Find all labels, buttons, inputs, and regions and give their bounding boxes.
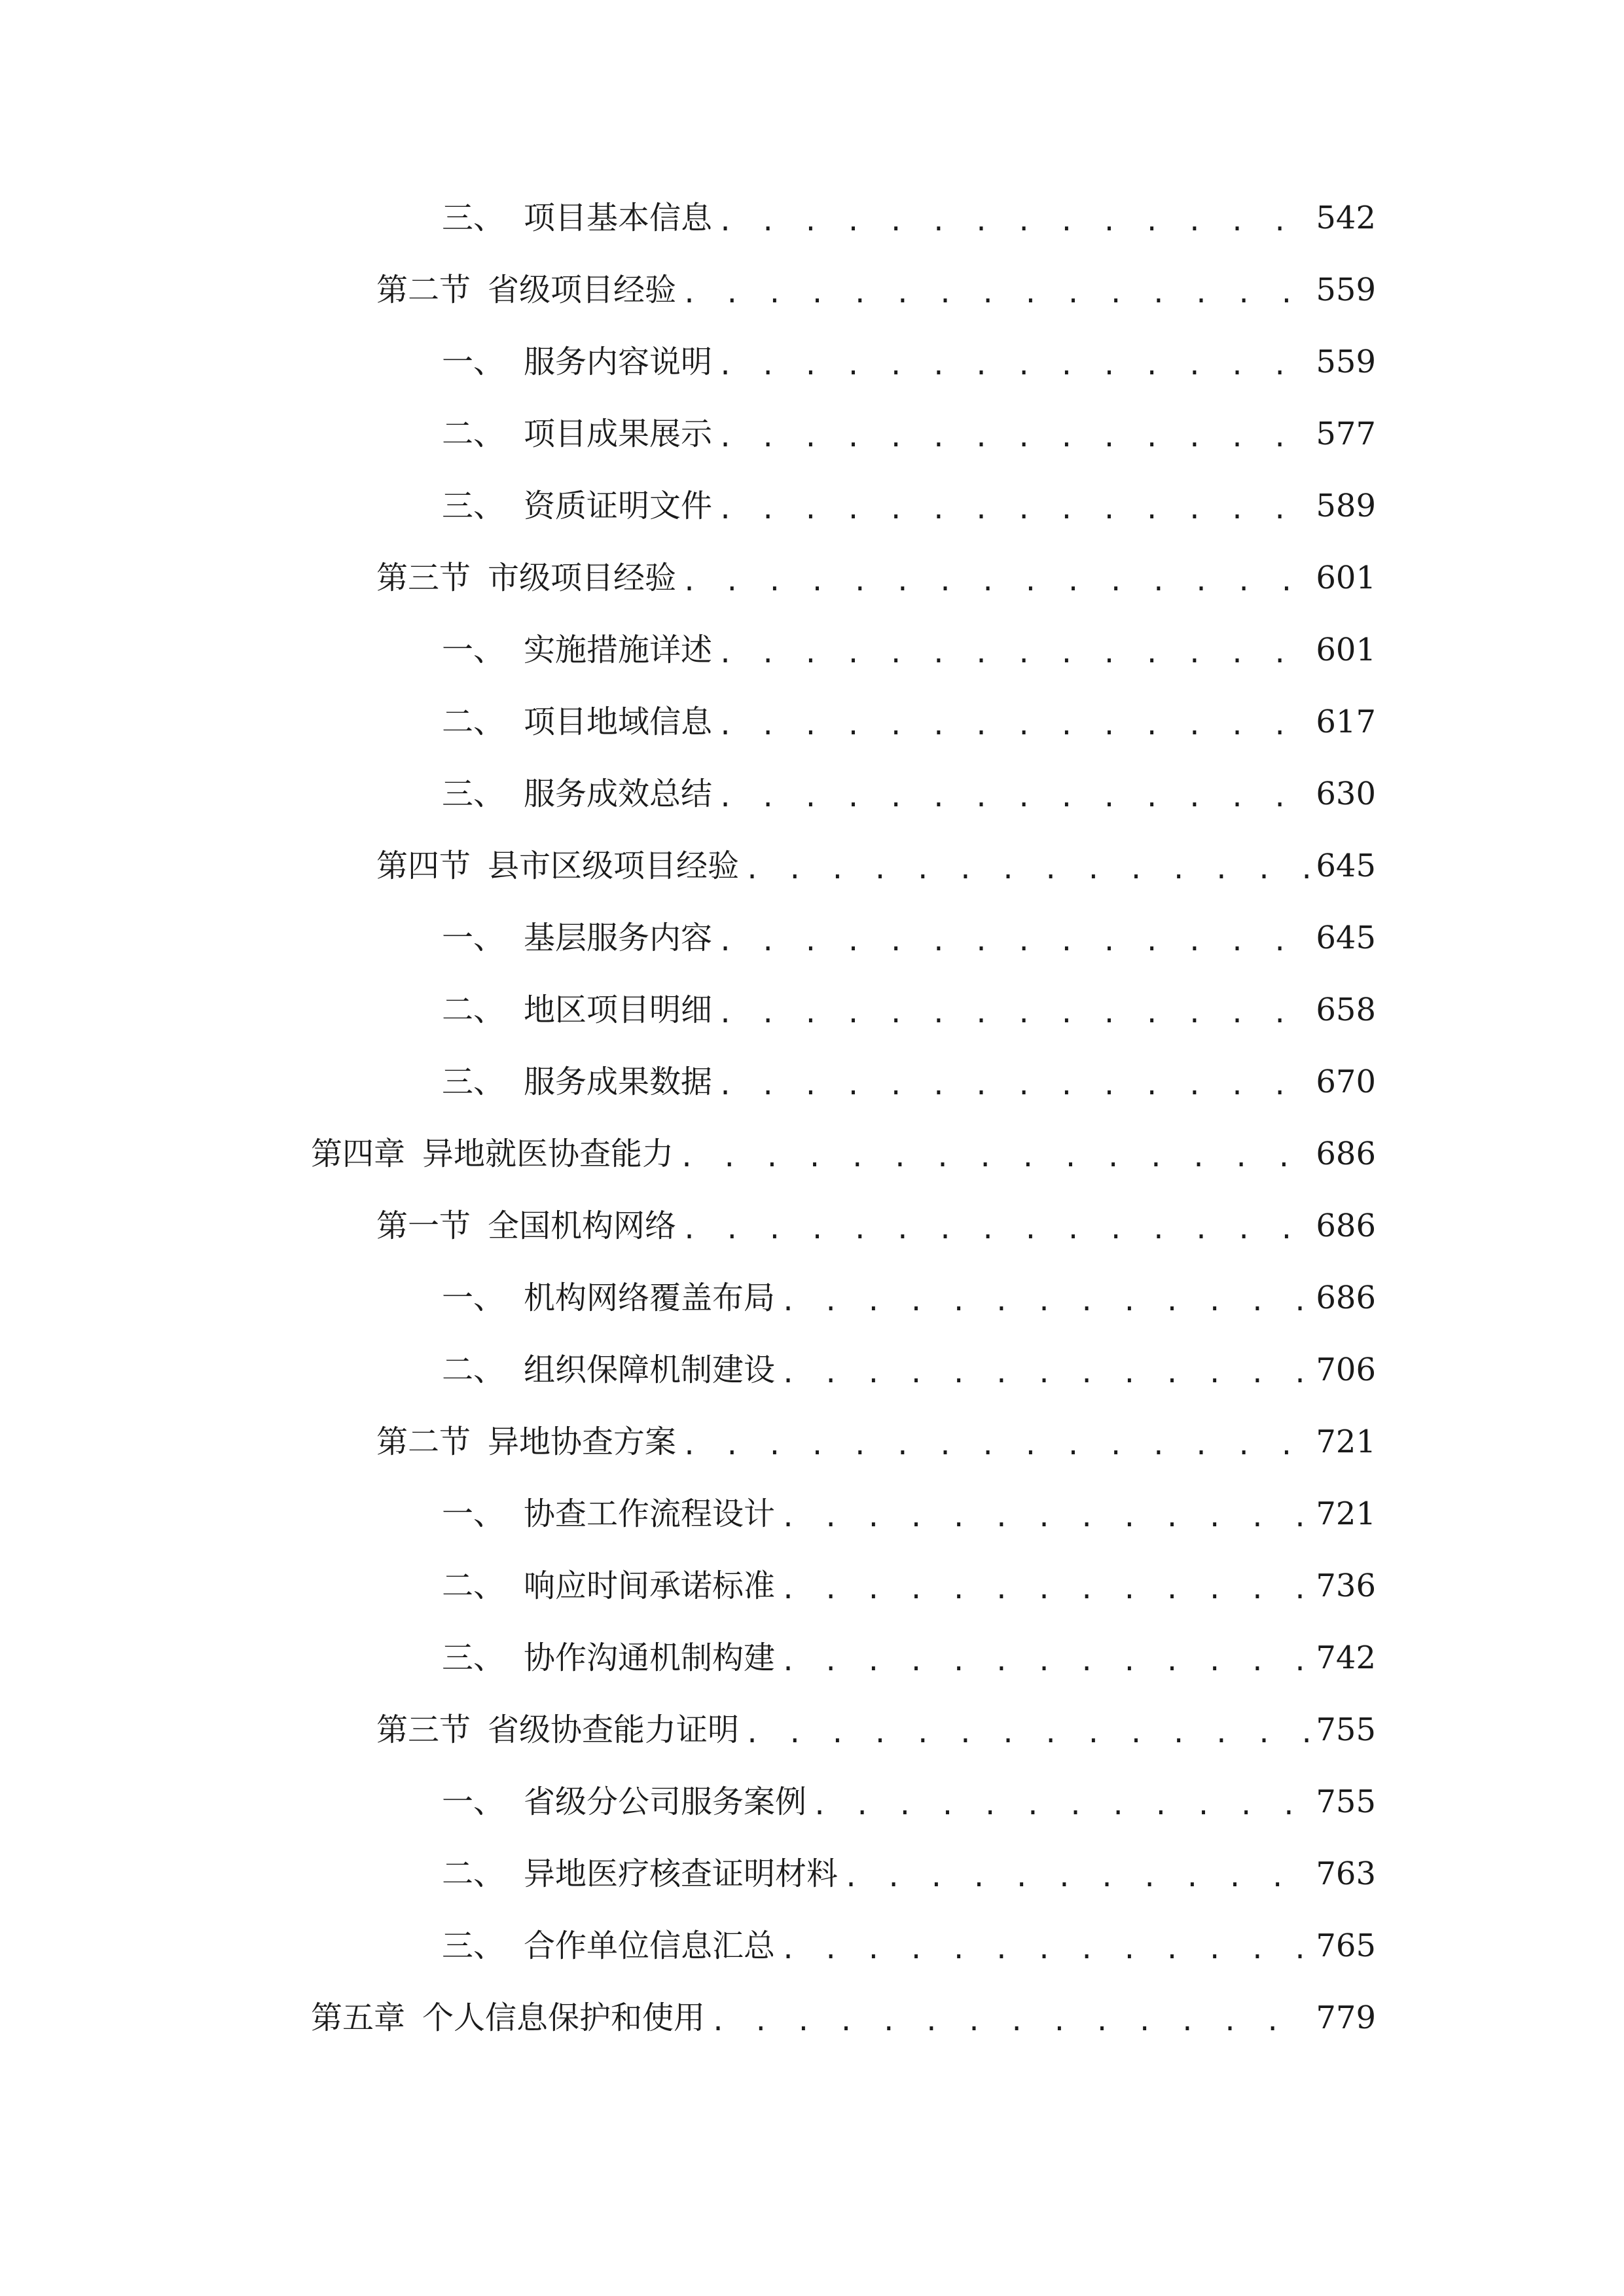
toc-entry-title: 实施措施详述 (524, 632, 713, 668)
toc-entry-title: 组织保障机制建设 (524, 1352, 776, 1388)
toc-entry-number: 二、 (442, 1856, 505, 1892)
toc-entry-title: 省级协查能力证明 (488, 1712, 740, 1748)
toc-entry-page: 589 (1316, 488, 1376, 524)
toc-dot-leader (681, 569, 1309, 595)
toc-entry-title: 个人信息保护和使用 (422, 2000, 706, 2036)
toc-entry-number: 一、 (442, 1784, 505, 1820)
toc-entry-title: 省级项目经验 (488, 272, 677, 308)
toc-entry-page: 755 (1316, 1784, 1376, 1820)
toc-dot-leader (744, 857, 1309, 883)
toc-entry-page: 577 (1316, 416, 1376, 452)
toc-entry-title: 机构网络覆盖布局 (524, 1280, 776, 1316)
toc-entry[interactable] (311, 1118, 1376, 1190)
toc-entry-number: 三、 (442, 488, 505, 524)
toc-entry-number: 第三节 (376, 560, 471, 596)
toc-entry-page: 645 (1316, 920, 1376, 956)
toc-dot-leader (780, 1505, 1309, 1531)
toc-entry-title: 项目地域信息 (524, 704, 713, 740)
toc-entry-number: 二、 (442, 992, 505, 1028)
toc-dot-leader (717, 353, 1309, 379)
toc-entry-page: 721 (1316, 1496, 1376, 1532)
toc-entry-title: 协查工作流程设计 (524, 1496, 776, 1532)
toc-dot-leader (717, 929, 1309, 955)
toc-dot-leader (717, 209, 1309, 235)
toc-dot-leader (780, 1649, 1309, 1675)
toc-entry[interactable] (442, 1550, 1376, 1622)
toc-entry-page: 721 (1316, 1424, 1376, 1460)
toc-entry[interactable] (442, 1046, 1376, 1118)
toc-entry[interactable] (442, 974, 1376, 1046)
toc-entry-page: 686 (1316, 1136, 1376, 1172)
toc-entry[interactable] (442, 398, 1376, 470)
toc-entry-number: 一、 (442, 1280, 505, 1316)
toc-entry-page: 658 (1316, 992, 1376, 1028)
toc-entry-title: 异地协查方案 (488, 1424, 677, 1460)
toc-entry-page: 630 (1316, 776, 1376, 812)
toc-entry-title: 异地医疗核查证明材料 (524, 1856, 839, 1892)
toc-entry-number: 三、 (442, 200, 505, 236)
toc-dot-leader (780, 1577, 1309, 1603)
toc-entry[interactable] (376, 830, 1376, 902)
toc-dot-leader (780, 1937, 1309, 1963)
toc-entry-number: 一、 (442, 344, 505, 380)
toc-entry-number: 三、 (442, 1928, 505, 1964)
toc-dot-leader (717, 641, 1309, 667)
toc-dot-leader (717, 713, 1309, 739)
toc-dot-leader (681, 1433, 1309, 1459)
toc-entry-number: 第三节 (376, 1712, 471, 1748)
toc-dot-leader (681, 281, 1309, 307)
toc-entry-number: 三、 (442, 1640, 505, 1676)
toc-dot-leader (780, 1361, 1309, 1387)
toc-entry-title: 响应时间承诺标准 (524, 1568, 776, 1604)
toc-entry[interactable] (376, 1190, 1376, 1262)
toc-entry-number: 第四章 (311, 1136, 406, 1172)
toc-entry-number: 第四节 (376, 848, 471, 884)
toc-entry[interactable] (442, 470, 1376, 542)
toc-dot-leader (681, 1217, 1309, 1243)
toc-entry-number: 一、 (442, 632, 505, 668)
toc-entry-title: 资质证明文件 (524, 488, 713, 524)
toc-entry-page: 736 (1316, 1568, 1376, 1604)
toc-entry-page: 601 (1316, 632, 1376, 668)
toc-entry-number: 第一节 (376, 1208, 471, 1244)
toc-entry[interactable] (442, 1334, 1376, 1406)
toc-entry[interactable] (442, 182, 1376, 254)
toc-entry-number: 三、 (442, 776, 505, 812)
toc-entry-number: 二、 (442, 704, 505, 740)
toc-dot-leader (710, 2009, 1309, 2035)
toc-entry-number: 第二节 (376, 1424, 471, 1460)
toc-entry[interactable] (442, 326, 1376, 398)
toc-entry-title: 市级项目经验 (488, 560, 677, 596)
toc-entry-title: 服务成效总结 (524, 776, 713, 812)
toc-entry-page: 706 (1316, 1352, 1376, 1388)
toc-entry-page: 559 (1316, 272, 1376, 308)
toc-entry[interactable] (442, 1622, 1376, 1694)
toc-entry[interactable] (376, 254, 1376, 326)
toc-entry[interactable] (442, 686, 1376, 758)
toc-entry-title: 服务内容说明 (524, 344, 713, 380)
toc-entry-page: 755 (1316, 1712, 1376, 1748)
toc-entry-number: 二、 (442, 1352, 505, 1388)
toc-entry-title: 基层服务内容 (524, 920, 713, 956)
toc-entry[interactable] (442, 1766, 1376, 1838)
toc-dot-leader (679, 1145, 1309, 1171)
toc-entry-page: 742 (1316, 1640, 1376, 1676)
toc-entry-number: 第五章 (311, 2000, 406, 2036)
toc-entry-number: 一、 (442, 920, 505, 956)
toc-dot-leader (717, 497, 1309, 523)
toc-entry-title: 异地就医协查能力 (422, 1136, 674, 1172)
toc-dot-leader (717, 1073, 1309, 1099)
toc-entry-page: 601 (1316, 560, 1376, 596)
toc-entry-page: 542 (1316, 200, 1376, 236)
toc-entry-title: 地区项目明细 (524, 992, 713, 1028)
toc-entry-title: 合作单位信息汇总 (524, 1928, 776, 1964)
toc-dot-leader (717, 425, 1309, 451)
toc-dot-leader (717, 785, 1309, 811)
toc-entry-page: 670 (1316, 1064, 1376, 1100)
toc-dot-leader (812, 1793, 1309, 1819)
toc-entry-number: 一、 (442, 1496, 505, 1532)
toc-entry-page: 763 (1316, 1856, 1376, 1892)
toc-entry-number: 第二节 (376, 272, 471, 308)
toc-entry[interactable] (442, 614, 1376, 686)
toc-dot-leader (780, 1289, 1309, 1315)
toc-entry[interactable] (376, 1406, 1376, 1478)
toc-entry[interactable] (311, 1982, 1376, 2054)
toc-entry[interactable] (442, 1910, 1376, 1982)
toc-entry-title: 全国机构网络 (488, 1208, 677, 1244)
toc-entry-title: 县市区级项目经验 (488, 848, 740, 884)
toc-entry-number: 二、 (442, 416, 505, 452)
toc-entry[interactable] (376, 542, 1376, 614)
toc-dot-leader (717, 1001, 1309, 1027)
toc-entry-page: 686 (1316, 1208, 1376, 1244)
toc-entry-page: 686 (1316, 1280, 1376, 1316)
toc-entry[interactable] (442, 758, 1376, 830)
toc-entry-page: 779 (1316, 2000, 1376, 2036)
toc-entry-page: 765 (1316, 1928, 1376, 1964)
toc-entry[interactable] (442, 1838, 1376, 1910)
toc-entry-title: 服务成果数据 (524, 1064, 713, 1100)
toc-entry-page: 617 (1316, 704, 1376, 740)
toc-entry-number: 三、 (442, 1064, 505, 1100)
toc-entry-title: 省级分公司服务案例 (524, 1784, 807, 1820)
toc-dot-leader (843, 1865, 1309, 1891)
toc-entry-title: 项目成果展示 (524, 416, 713, 452)
toc-entry-title: 协作沟通机制构建 (524, 1640, 776, 1676)
toc-entry-number: 二、 (442, 1568, 505, 1604)
toc-entry-title: 项目基本信息 (524, 200, 713, 236)
toc-entry[interactable] (376, 1694, 1376, 1766)
toc-entry-page: 559 (1316, 344, 1376, 380)
toc-entry[interactable] (442, 902, 1376, 974)
toc-entry[interactable] (442, 1478, 1376, 1550)
toc-dot-leader (744, 1721, 1309, 1747)
toc-entry[interactable] (442, 1262, 1376, 1334)
toc-entry-page: 645 (1316, 848, 1376, 884)
